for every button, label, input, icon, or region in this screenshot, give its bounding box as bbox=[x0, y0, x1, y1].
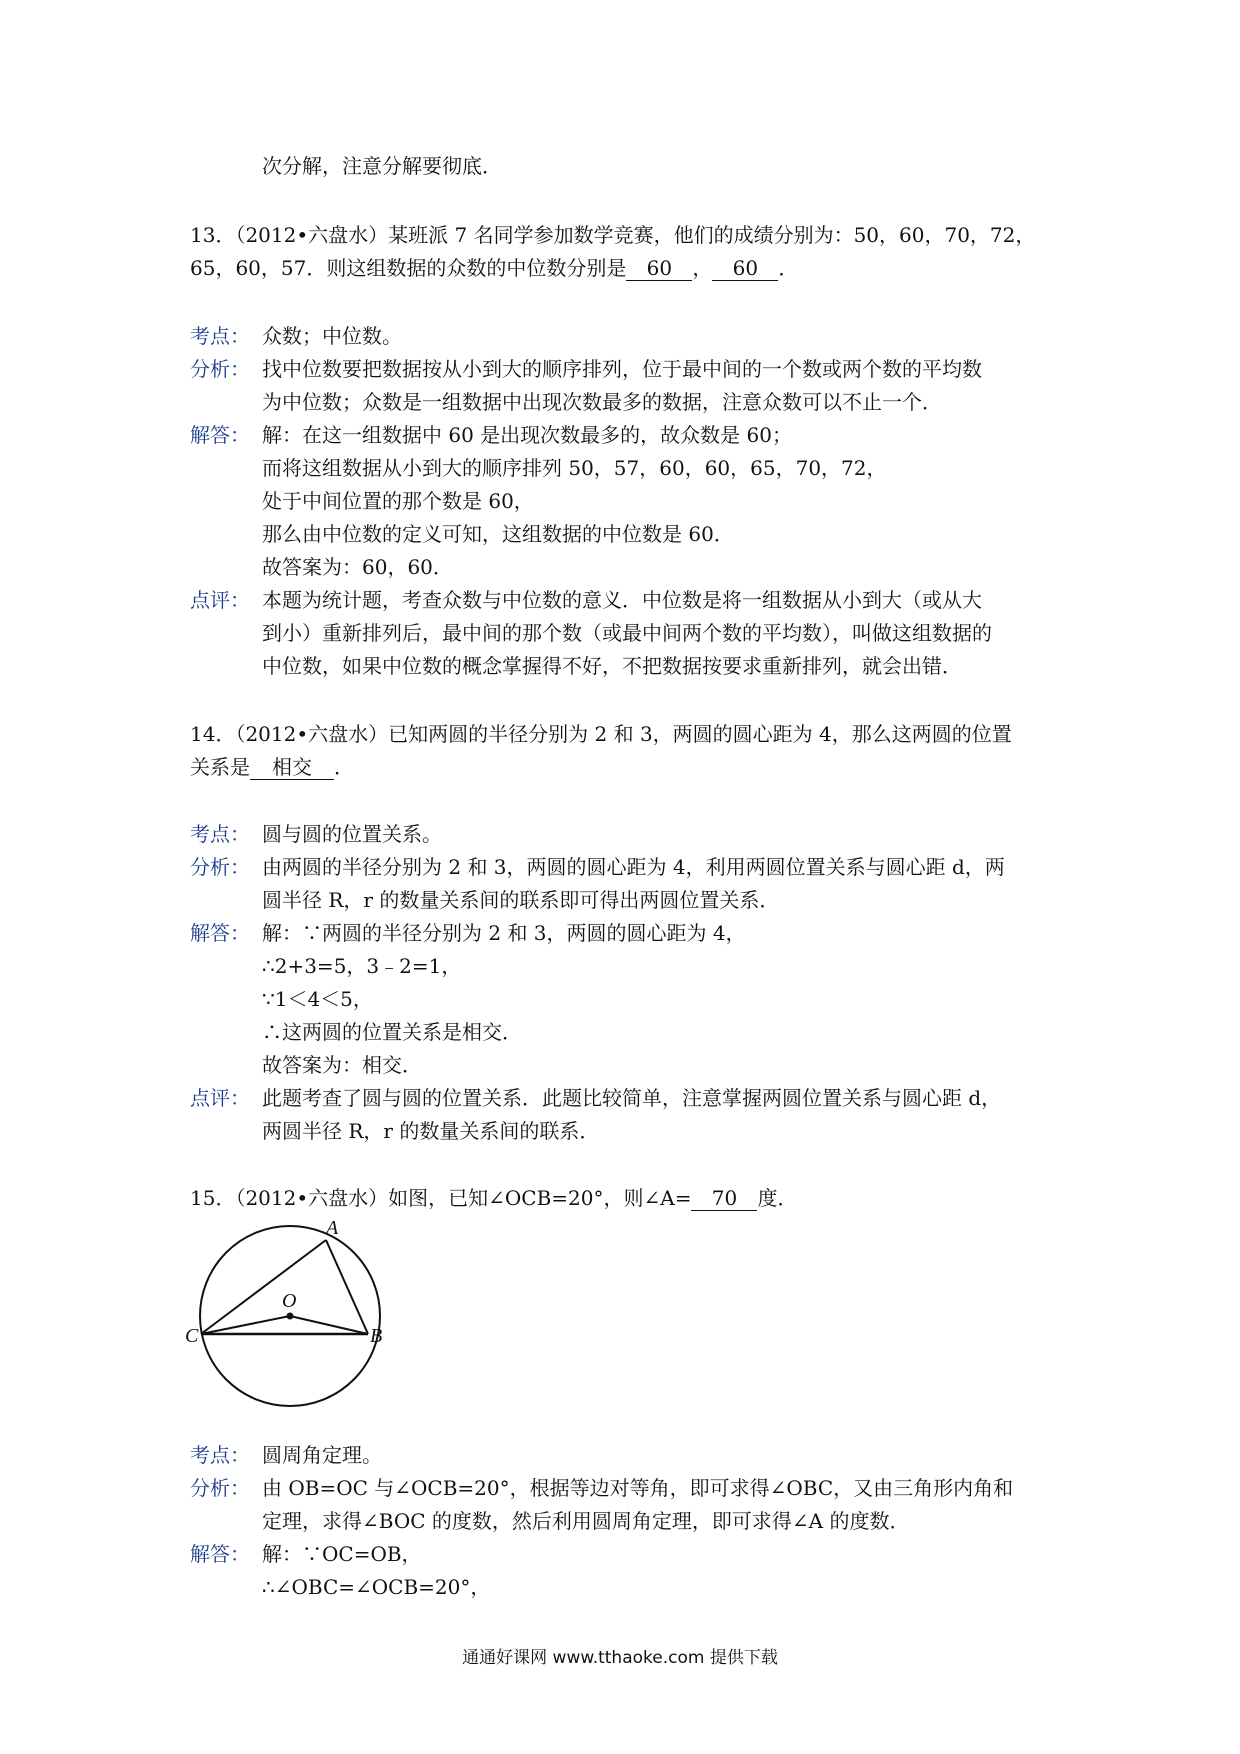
q15-fenxi-line: 由 OB=OC 与∠OCB=20°，根据等边对等角，即可求得∠OBC，又由三角形内角和 bbox=[262, 1476, 1014, 1500]
q14-jieda-line: 故答案为：相交． bbox=[262, 1053, 422, 1077]
q13-dianping-line: 中位数，如果中位数的概念掌握得不好，不把数据按要求重新排列，就会出错． bbox=[262, 654, 962, 678]
q15-stem-end: 度． bbox=[757, 1186, 798, 1210]
q14-dianping-line: 两圆半径 R，r 的数量关系间的联系． bbox=[262, 1119, 600, 1143]
q13-separator: ， bbox=[692, 256, 713, 280]
q14-stem-end: ． bbox=[334, 755, 354, 779]
q13-fenxi-line: 找中位数要把数据按从小到大的顺序排列，位于最中间的一个数或两个数的平均数 bbox=[262, 357, 982, 381]
q13-dianping-line: 本题为统计题，考查众数与中位数的意义．中位数是将一组数据从小到大（或从大 bbox=[262, 588, 982, 612]
q13-jieda-line: 那么由中位数的定义可知，这组数据的中位数是 60． bbox=[262, 522, 734, 546]
q14-fenxi-label: 分析： bbox=[190, 855, 250, 879]
q14-jieda-line: 解：∵两圆的半径分别为 2 和 3，两圆的圆心距为 4， bbox=[262, 921, 746, 945]
label-A: A bbox=[326, 1217, 339, 1239]
q14-fenxi-line: 圆半径 R，r 的数量关系间的联系即可得出两圆位置关系． bbox=[262, 888, 780, 912]
q13-kaodian-label: 考点： bbox=[190, 324, 250, 348]
q13-jieda-label: 解答： bbox=[190, 423, 250, 447]
q13-jieda-line: 而将这组数据从小到大的顺序排列 50，57，60，60，65，70，72， bbox=[262, 456, 887, 480]
q15-fenxi-label: 分析： bbox=[190, 1476, 250, 1500]
center-point-O bbox=[287, 1313, 294, 1320]
q13-stem-text: 65，60，57．则这组数据的众数的中位数分别是 bbox=[190, 256, 627, 280]
q13-jieda-line: 故答案为：60，60． bbox=[262, 555, 453, 579]
q14-jieda-line: ∵1＜4＜5， bbox=[262, 987, 373, 1011]
q13-stem-line2 bbox=[190, 254, 798, 282]
q15-kaodian-text: 圆周角定理。 bbox=[262, 1443, 382, 1467]
q13-answer-blank-2: 60 bbox=[712, 256, 778, 281]
q15-answer-blank: 70 bbox=[691, 1186, 757, 1211]
q14-stem-line2 bbox=[190, 753, 354, 781]
q13-fenxi-line: 为中位数；众数是一组数据中出现次数最多的数据，注意众数可以不止一个． bbox=[262, 390, 942, 414]
page-footer: 通通好课网 www.tthaoke.com 提供下载 bbox=[462, 1648, 778, 1668]
label-C: C bbox=[185, 1325, 199, 1347]
continuation-text: 次分解，注意分解要彻底． bbox=[262, 154, 502, 178]
label-O: O bbox=[282, 1290, 297, 1312]
q14-kaodian-text: 圆与圆的位置关系。 bbox=[262, 822, 442, 846]
q13-jieda-line: 处于中间位置的那个数是 60， bbox=[262, 489, 534, 513]
q15-jieda-label: 解答： bbox=[190, 1542, 250, 1566]
q14-jieda-line: ∴这两圆的位置关系是相交． bbox=[262, 1020, 522, 1044]
q13-dianping-label: 点评： bbox=[190, 588, 250, 612]
q14-stem-text: 关系是 bbox=[190, 755, 250, 779]
q13-answer-blank-1: 60 bbox=[626, 256, 692, 281]
q13-kaodian-text: 众数；中位数。 bbox=[262, 324, 402, 348]
q14-jieda-line: ∴2+3=5，3﹣2=1， bbox=[262, 954, 462, 978]
q13-jieda-line: 解：在这一组数据中 60 是出现次数最多的，故众数是 60； bbox=[262, 423, 792, 447]
segment-OB bbox=[290, 1316, 368, 1334]
q13-fenxi-label: 分析： bbox=[190, 357, 250, 381]
q15-stem-text: 15．（2012•六盘水）如图，已知∠OCB=20°，则∠A= bbox=[190, 1186, 692, 1210]
label-B: B bbox=[370, 1325, 383, 1347]
q13-dianping-line: 到小）重新排列后，最中间的那个数（或最中间两个数的平均数），叫做这组数据的 bbox=[262, 621, 992, 645]
q14-jieda-label: 解答： bbox=[190, 921, 250, 945]
q13-stem-line1: 13．（2012•六盘水）某班派 7 名同学参加数学竞赛，他们的成绩分别为：50，60，70，72， bbox=[190, 223, 1036, 247]
q14-fenxi-line: 由两圆的半径分别为 2 和 3，两圆的圆心距为 4，利用两圆位置关系与圆心距 d，两 bbox=[262, 855, 1005, 879]
circle-figure bbox=[180, 1212, 400, 1412]
q15-fenxi-line: 定理，求得∠BOC 的度数，然后利用圆周角定理，即可求得∠A 的度数． bbox=[262, 1509, 910, 1533]
q13-stem-end: ． bbox=[778, 256, 799, 280]
q15-jieda-line: ∴∠OBC=∠OCB=20°， bbox=[262, 1575, 491, 1599]
q14-stem-line1: 14．（2012•六盘水）已知两圆的半径分别为 2 和 3，两圆的圆心距为 4，那么这两圆的位置 bbox=[190, 722, 1012, 746]
q14-kaodian-label: 考点： bbox=[190, 822, 250, 846]
q15-stem-line1 bbox=[190, 1184, 797, 1212]
q15-kaodian-label: 考点： bbox=[190, 1443, 250, 1467]
q14-dianping-line: 此题考查了圆与圆的位置关系．此题比较简单，注意掌握两圆位置关系与圆心距 d， bbox=[262, 1086, 1002, 1110]
q14-answer-blank: 相交 bbox=[250, 755, 334, 780]
q15-jieda-line: 解：∵OC=OB， bbox=[262, 1542, 422, 1566]
q14-dianping-label: 点评： bbox=[190, 1086, 250, 1110]
segment-AB bbox=[326, 1240, 368, 1334]
